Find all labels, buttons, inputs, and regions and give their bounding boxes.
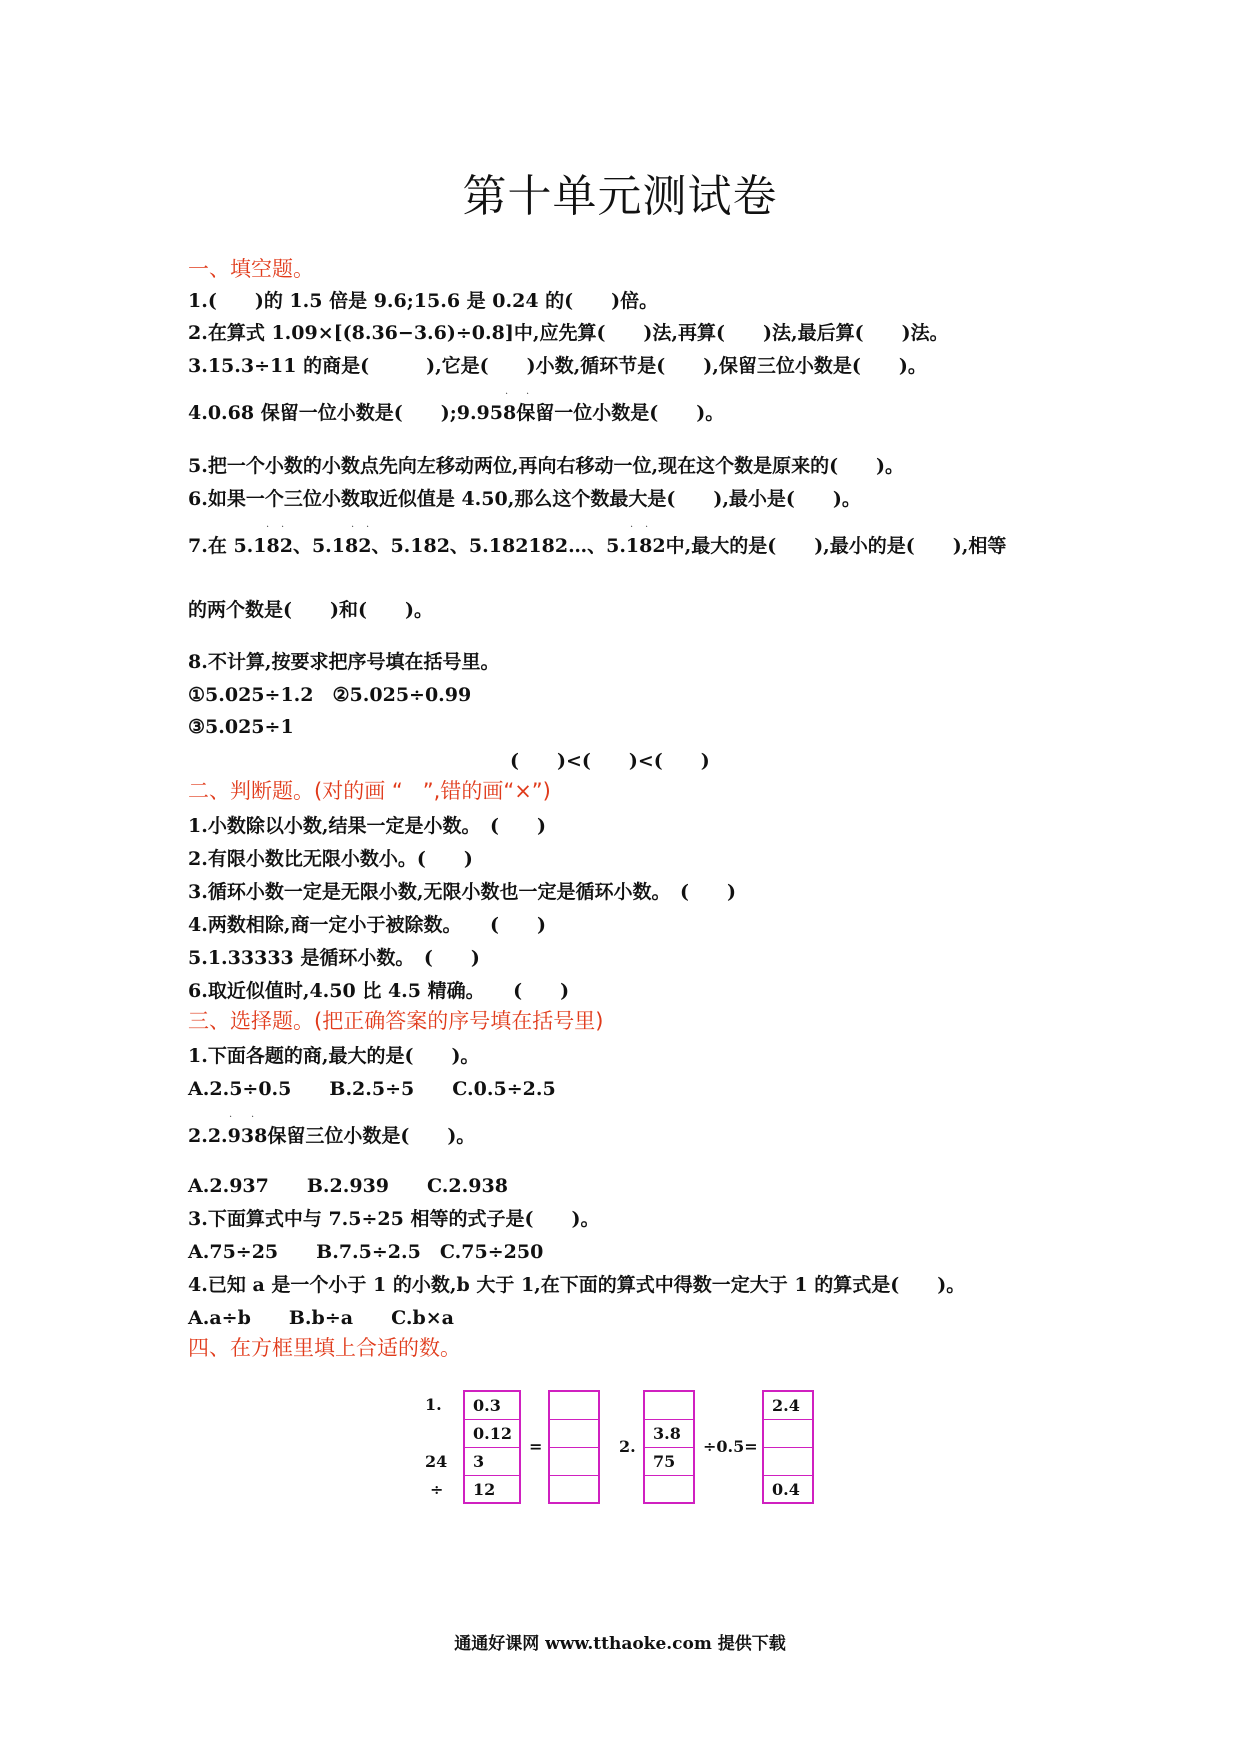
fill-question-8-options-1: ①5.025÷1.2 ②5.025÷0.99 [188, 684, 472, 706]
repeating-dot-mark: · [281, 522, 285, 533]
footer-source: 通通好课网 www.tthaoke.com 提供下载 [454, 1634, 786, 1654]
grid-cell[interactable]: 2.4 [764, 1392, 812, 1420]
judge-question-2: 2.有限小数比无限小数小。( ) [188, 848, 473, 870]
grid-answer-cell[interactable] [550, 1476, 598, 1504]
grid-cell[interactable]: 3 [465, 1448, 519, 1476]
choice-question-3: 3.下面算式中与 7.5÷25 相等的式子是( )。 [188, 1208, 600, 1230]
repeating-dot-mark: · [266, 522, 270, 533]
grid-cell[interactable]: 3.8 [645, 1420, 693, 1448]
grid-answer-cell[interactable] [764, 1448, 812, 1476]
repeating-dot-mark: · [251, 1112, 255, 1123]
grid-2-left-column [643, 1390, 695, 1504]
repeating-dot-mark: · [351, 522, 355, 533]
grid-answer-cell[interactable] [645, 1476, 693, 1504]
section-grid-heading: 四、在方框里填上合适的数。 [188, 1336, 461, 1360]
grid-cell[interactable]: 0.12 [465, 1420, 519, 1448]
grid-cell[interactable]: 12 [473, 1480, 496, 1499]
page-title: 第十单元测试卷 [462, 171, 778, 222]
choice-question-1-options: A.2.5÷0.5 B.2.5÷5 C.0.5÷2.5 [188, 1078, 556, 1100]
choice-question-1: 1.下面各题的商,最大的是( )。 [188, 1045, 480, 1067]
grid-cell[interactable]: 0.3 [465, 1392, 519, 1420]
judge-question-1: 1.小数除以小数,结果一定是小数。 ( ) [188, 815, 546, 837]
repeating-dot-mark: · [229, 1112, 233, 1123]
repeating-dot-mark: · [630, 522, 634, 533]
repeating-dot-mark: · [645, 522, 649, 533]
fill-question-8-options-2: ③5.025÷1 [188, 716, 294, 738]
fill-question-2: 2.在算式 1.09×[(8.36−3.6)÷0.8]中,应先算( )法,再算( )法,最后算( )法。 [188, 322, 949, 344]
section-fill-in-heading: 一、填空题。 [188, 257, 314, 281]
grid-1-right-column [548, 1390, 600, 1504]
grid-2-right-column [762, 1390, 814, 1504]
fill-question-8-order: ( )<( )<( ) [510, 750, 710, 772]
fill-question-7: 7.在 5.182、5.182、5.182、5.182182…、5.182中,最大的是( ),最小的是( ),相等 [188, 535, 1007, 557]
repeating-dot-mark: · [366, 522, 370, 533]
section-judge-heading: 二、判断题。(对的画 “ ”,错的画“×”) [188, 779, 551, 803]
judge-question-6: 6.取近似值时,4.50 比 4.5 精确。 ( ) [188, 980, 570, 1002]
grid-2-label: 2. [619, 1437, 636, 1456]
grid-1-equals: = [529, 1437, 543, 1456]
grid-answer-cell[interactable] [550, 1420, 598, 1448]
fill-question-7-continued: 的两个数是( )和( )。 [188, 599, 433, 621]
section-choice-heading: 三、选择题。(把正确答案的序号填在括号里) [188, 1009, 604, 1033]
choice-question-2-options: A.2.937 B.2.939 C.2.938 [188, 1175, 508, 1197]
fill-question-4: 4.0.68 保留一位小数是( );9.958保留一位小数是( )。 [188, 402, 725, 424]
judge-question-3: 3.循环小数一定是无限小数,无限小数也一定是循环小数。 ( ) [188, 881, 736, 903]
choice-question-2: 2.2.938保留三位小数是( )。 [188, 1125, 476, 1147]
grid-cell[interactable]: 0.4 [772, 1480, 800, 1499]
repeating-dot-mark: · [526, 389, 530, 400]
choice-question-4: 4.已知 a 是一个小于 1 的小数,b 大于 1,在下面的算式中得数一定大于 1 的算式是( )。 [188, 1274, 966, 1296]
grid-cell[interactable]: 75 [645, 1448, 693, 1476]
grid-answer-cell[interactable] [550, 1448, 598, 1476]
grid-answer-cell[interactable] [550, 1392, 598, 1420]
grid-answer-cell[interactable] [764, 1420, 812, 1448]
grid-answer-cell[interactable] [645, 1392, 693, 1420]
grid-2-operator: ÷0.5= [703, 1437, 758, 1456]
grid-1-label: 1. [425, 1395, 442, 1414]
fill-question-1: 1.( )的 1.5 倍是 9.6;15.6 是 0.24 的( )倍。 [188, 290, 659, 312]
choice-question-4-options: A.a÷b B.b÷a C.b×a [188, 1307, 454, 1329]
judge-question-4: 4.两数相除,商一定小于被除数。 ( ) [188, 914, 546, 936]
fill-question-5: 5.把一个小数的小数点先向左移动两位,再向右移动一位,现在这个数是原来的( )。 [188, 455, 905, 477]
grid-1-divide-sign: ÷ [430, 1480, 444, 1499]
grid-1-dividend: 24 [425, 1452, 448, 1471]
choice-question-3-options: A.75÷25 B.7.5÷2.5 C.75÷250 [188, 1241, 544, 1263]
fill-question-3: 3.15.3÷11 的商是( ),它是( )小数,循环节是( ),保留三位小数是( )。 [188, 355, 927, 377]
fill-question-6: 6.如果一个三位小数取近似值是 4.50,那么这个数最大是( ),最小是( )。 [188, 488, 861, 510]
judge-question-5: 5.1.33333 是循环小数。 ( ) [188, 947, 480, 969]
fill-question-8: 8.不计算,按要求把序号填在括号里。 [188, 651, 500, 673]
grid-1-left-column [463, 1390, 521, 1504]
repeating-dot-mark: · [505, 389, 509, 400]
